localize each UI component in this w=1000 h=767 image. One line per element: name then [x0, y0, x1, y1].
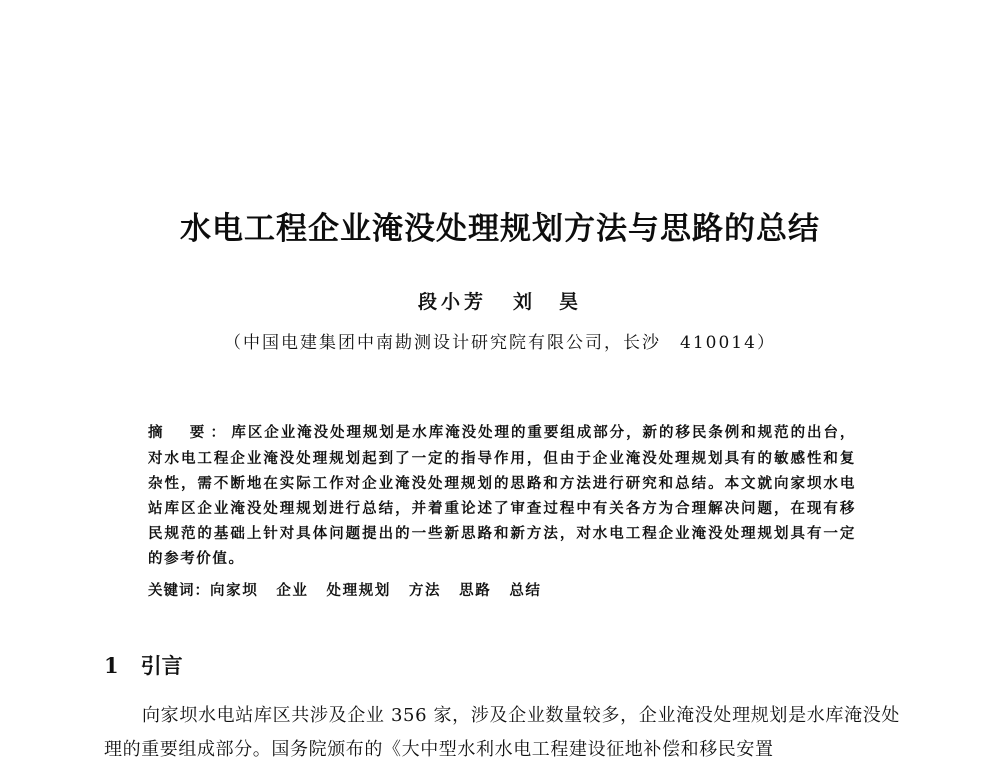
- keyword: 总结: [509, 582, 542, 599]
- keyword: 处理规划: [326, 582, 391, 599]
- author-list: [0, 287, 1000, 314]
- author-name: 刘 昊: [513, 291, 583, 313]
- section-title: 引言: [140, 654, 183, 678]
- body-paragraph: 向家坝水电站库区共涉及企业 356 家，涉及企业数量较多，企业淹没处理规划是水库淹没处理的重要组成部分。国务院颁布的《大中型水利水电工程建设征地补偿和移民安置: [104, 705, 900, 760]
- abstract-label: 摘 要：: [148, 425, 232, 441]
- paper-title: 水电工程企业淹没处理规划方法与思路的总结: [180, 211, 820, 247]
- keyword: 企业: [276, 582, 309, 599]
- affiliation: （中国电建集团中南勘测设计研究院有限公司，长沙 410014）: [224, 333, 776, 353]
- abstract-text: 库区企业淹没处理规划是水库淹没处理的重要组成部分，新的移民条例和规范的出台，对水电工程企业淹没处理规划起到了一定的指导作用，但由于企业淹没处理规划具有的敏感性和复杂性，需不断地在实际工作对企业淹没处理规划的思路和方法进行研究和总结。本文就向家坝水电站库区企业淹没处理规划进行总结，并着重论述了审查过程中有关各方为合理解决问题，在现有移民规范的基础上针对具体问题提出的一些新思路和新方法，对水电工程企业淹没处理规划具有一定的参考价值。: [148, 424, 857, 567]
- keyword: 向家坝: [210, 582, 259, 599]
- abstract: [148, 420, 856, 571]
- section-number: 1: [104, 653, 119, 678]
- keywords: [148, 579, 856, 600]
- keywords-label: 关键词：: [148, 583, 210, 599]
- section-heading: [104, 650, 183, 680]
- author-name: 段小芳: [417, 291, 487, 313]
- keyword: 思路: [459, 582, 492, 599]
- keyword: 方法: [408, 582, 442, 599]
